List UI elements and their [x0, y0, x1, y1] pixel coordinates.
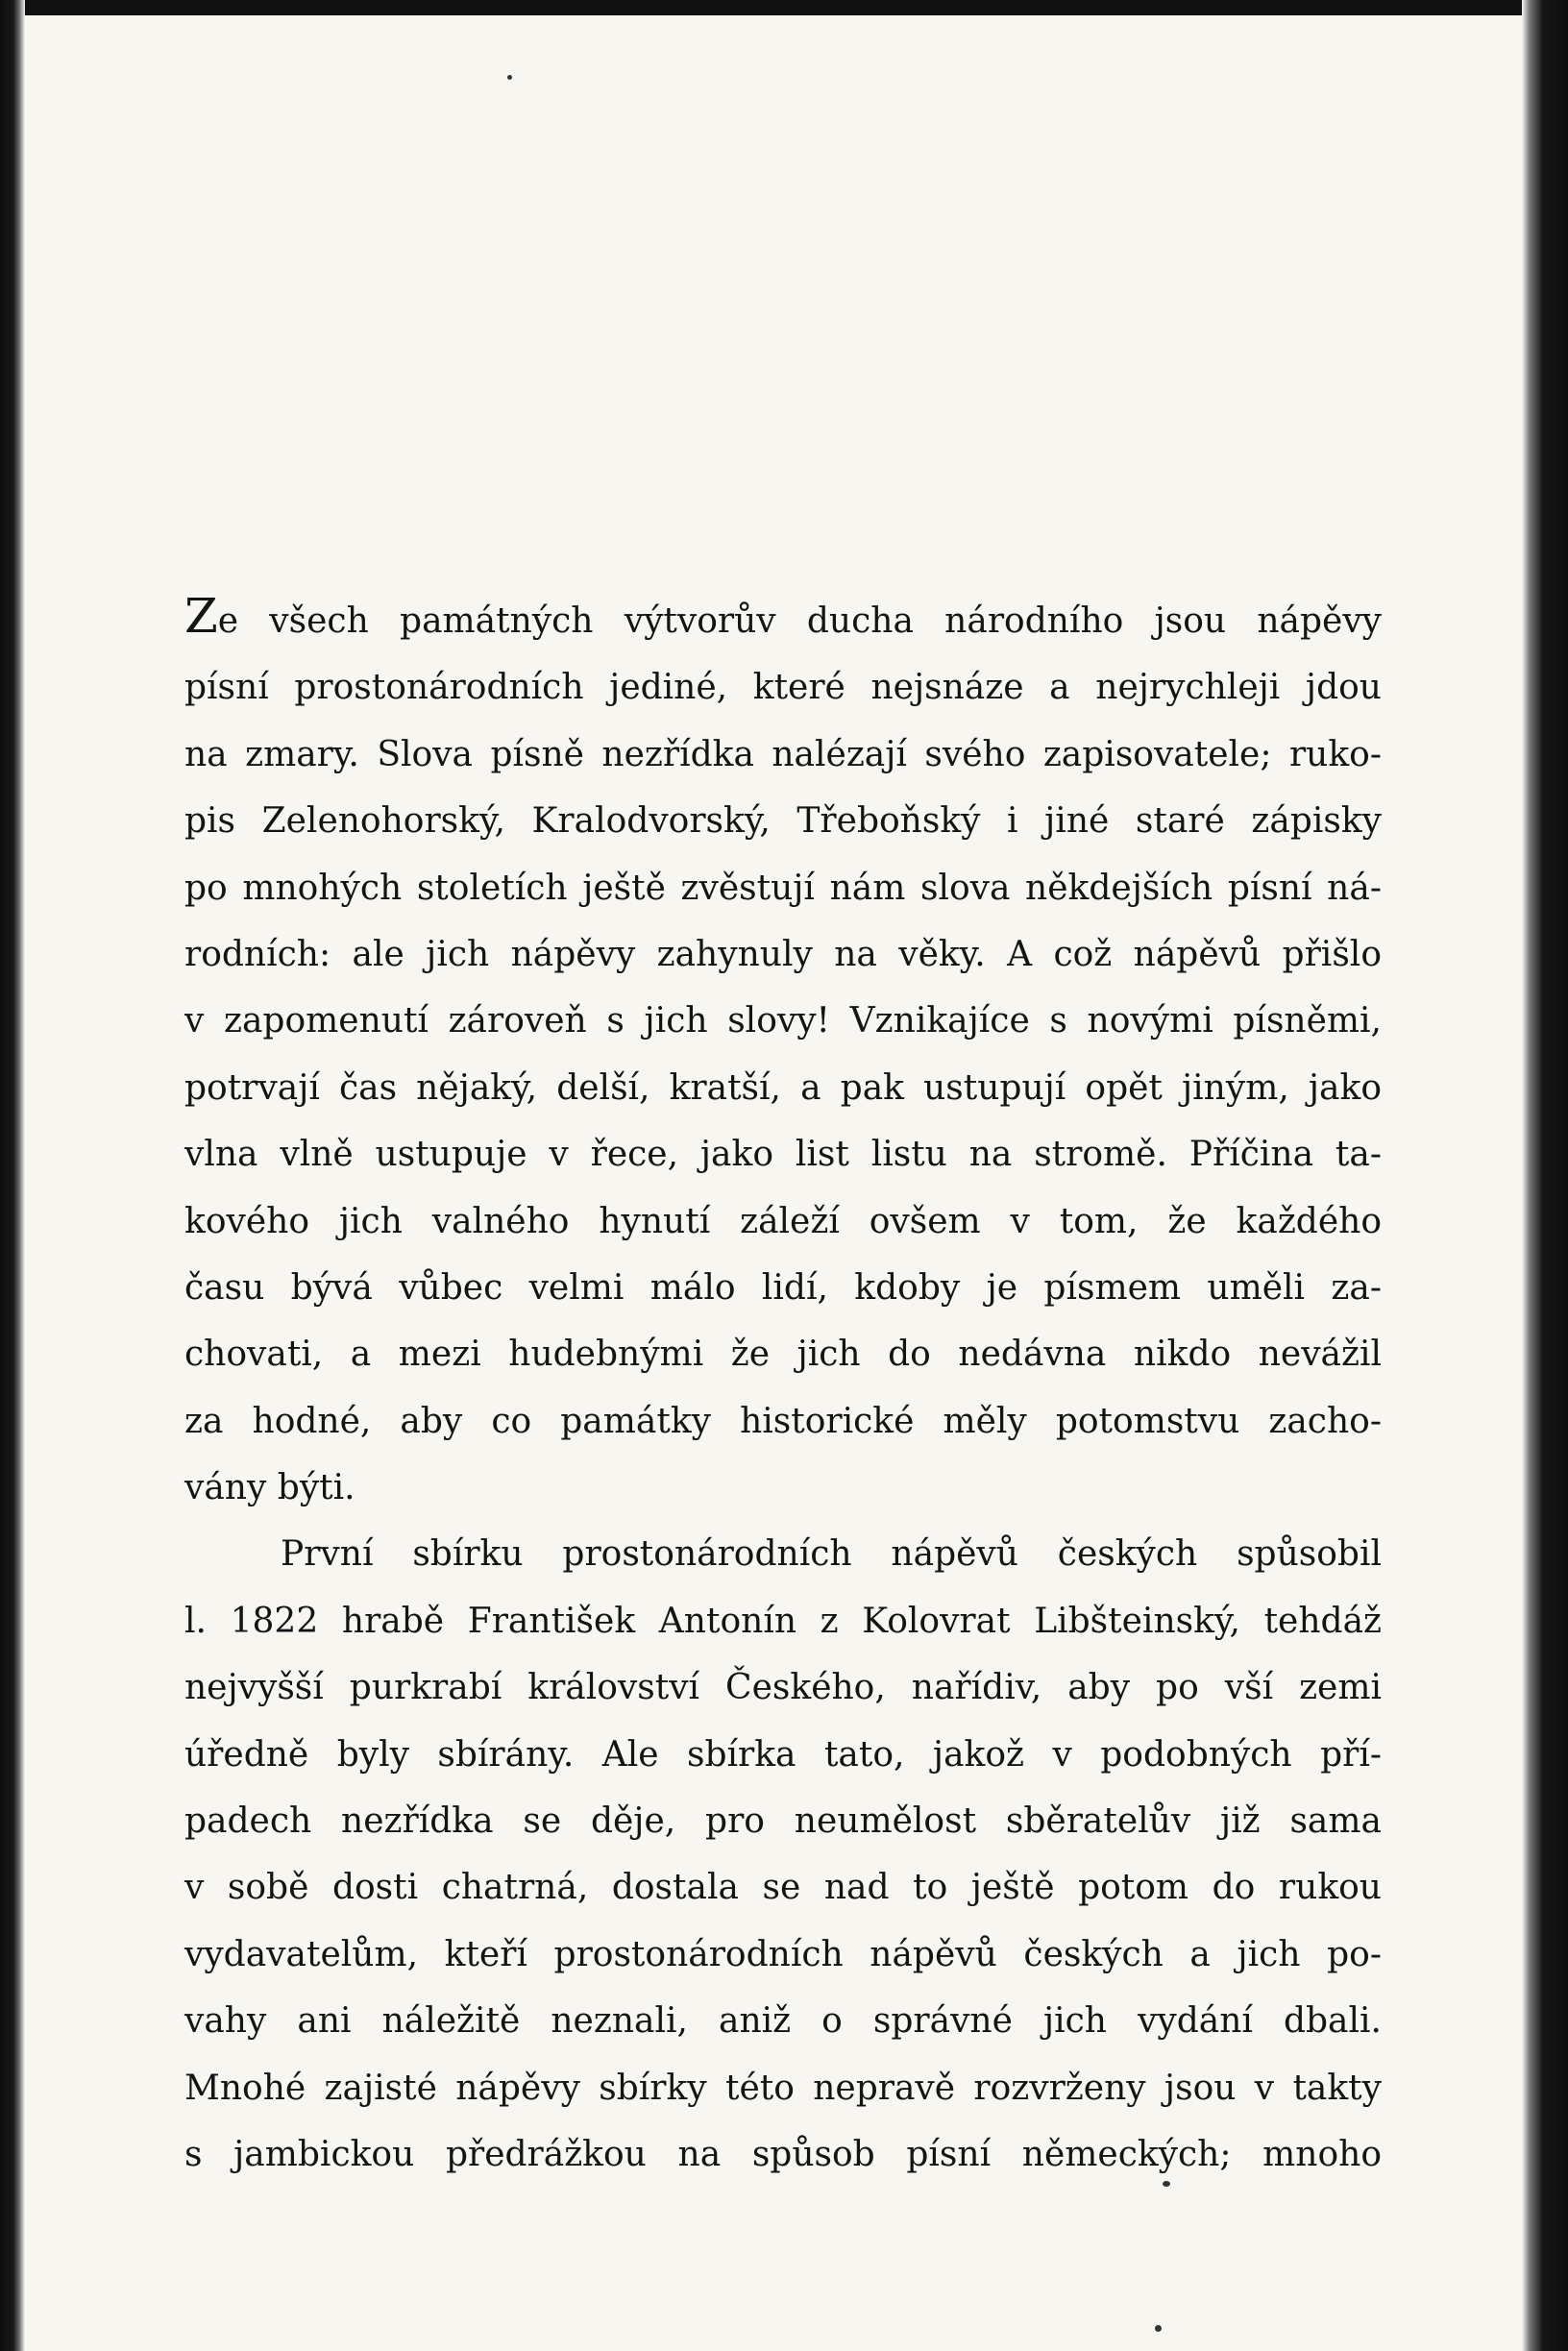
scan-border-top	[0, 0, 1568, 15]
text-line: s jambickou předrážkou na spůsob písní německých; mnoho	[184, 2134, 1382, 2174]
text-line: písní prostonárodních jediné, které nejsnáze a nejrychleji jdou	[184, 668, 1382, 708]
text-line: kového jich valného hynutí záleží ovšem v tom, že každého	[184, 1201, 1382, 1241]
text-line: Ze všech památných výtvorův ducha národního jsou nápěvy	[184, 588, 1382, 644]
text-line: v zapomenutí zároveň s jich slovy! Vznikajíce s novými písněmi,	[184, 1001, 1382, 1041]
text-line: Mnohé zajisté nápěvy sbírky této nepravě rozvrženy jsou v takty	[184, 2068, 1382, 2108]
text-line: rodních: ale jich nápěvy zahynuly na věky. A což nápěvů přišlo	[184, 934, 1382, 974]
text-line: První sbírku prostonárodních nápěvů českých spůsobil	[281, 1534, 1382, 1575]
paragraph-1	[184, 588, 1382, 1521]
text-line: po mnohých stoletích ještě zvěstují nám slova někdejších písní ná-	[184, 868, 1382, 908]
text-line: vlna vlně ustupuje v řece, jako list listu na stromě. Příčina ta-	[184, 1135, 1382, 1175]
text-line: vány býti.	[184, 1468, 355, 1508]
text-line: padech nezřídka se děje, pro neumělost sběratelův již sama	[184, 1801, 1382, 1842]
text-line: vydavatelům, kteří prostonárodních nápěvů českých a jich po-	[184, 1934, 1382, 1974]
initial-letter: Z	[184, 588, 218, 644]
text-line: nejvyšší purkrabí království Českého, nařídiv, aby po vší zemi	[184, 1668, 1382, 1708]
text-line: chovati, a mezi hudebnými že jich do nedávna nikdo nevážil	[184, 1335, 1382, 1375]
text-line: pis Zelenohorský, Kralodvorský, Třeboňský i jiné staré zápisky	[184, 801, 1382, 842]
text-line: l. 1822 hrabě František Antonín z Kolovrat Libšteinský, tehdáž	[184, 1601, 1382, 1641]
scan-border-left	[0, 0, 25, 2351]
text-line: potrvají čas nějaký, delší, kratší, a pak ustupují opět jiným, jako	[184, 1067, 1382, 1108]
text-line: v sobě dosti chatrná, dostala se nad to ještě potom do rukou	[184, 1868, 1382, 1908]
paragraph-2	[184, 1521, 1382, 2188]
paper-speck	[507, 75, 512, 80]
text-line: na zmary. Slova písně nezřídka nalézají svého zapisovatele; ruko-	[184, 734, 1382, 774]
text-line: času bývá vůbec velmi málo lidí, kdoby je písmem uměli za-	[184, 1267, 1382, 1308]
text-line: za hodné, aby co památky historické měly potomstvu zacho-	[184, 1401, 1382, 1441]
paper-speck	[1155, 2325, 1162, 2332]
body-text	[184, 588, 1382, 2188]
text-line: úředně byly sbírány. Ale sbírka tato, jakož v podobných pří-	[184, 1734, 1382, 1775]
text-line: vahy ani náležitě neznali, aniž o správné jich vydání dbali.	[184, 2001, 1382, 2042]
scan-border-right	[1522, 0, 1568, 2351]
